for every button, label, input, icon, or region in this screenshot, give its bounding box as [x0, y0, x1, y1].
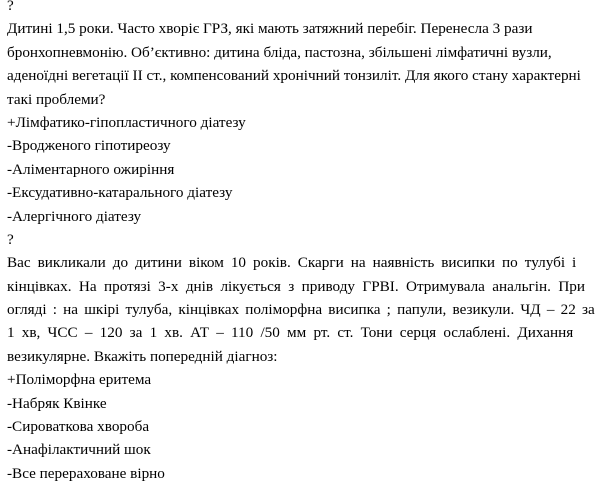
question-text-line: Вас викликали до дитини віком 10 років. Скарги на наявність висипки по тулубі і — [7, 254, 577, 272]
question-text-line: такі проблеми? — [7, 90, 106, 108]
question-marker: ? — [7, 230, 14, 248]
answer-option: -Анафілактичний шок — [7, 441, 151, 459]
answer-option-correct: +Лімфатико-гіпопластичного діатезу — [7, 113, 246, 131]
answer-option: -Набряк Квінке — [7, 394, 107, 412]
question-text-line: огляді : на шкірі тулуба, кінцівках поліморфна висипка ; папули, везикули. ЧД – 22 за — [7, 301, 595, 319]
answer-option: -Алергічного діатезу — [7, 207, 142, 225]
answer-option: -Ексудативно-катарального діатезу — [7, 184, 233, 202]
answer-option: -Сироваткова хвороба — [7, 418, 150, 436]
answer-option-correct: +Поліморфна еритема — [7, 371, 152, 389]
question-marker: ? — [7, 0, 14, 14]
question-text-line: аденоїдні вегетації ІІ ст., компенсований хронічний тонзиліт. Для якого стану характерні — [7, 67, 581, 85]
question-text-line: везикулярне. Вкажіть попередній діагноз: — [7, 347, 278, 365]
answer-option: -Вродженого гіпотиреозу — [7, 137, 171, 155]
question-text-line: бронхопневмонію. Об’єктивно: дитина бліда, пастозна, збільшені лімфатичні вузли, — [7, 43, 552, 61]
question-text-line: Дитині 1,5 роки. Часто хворіє ГРЗ, які мають затяжний перебіг. Перенесла 3 рази — [7, 20, 533, 38]
answer-option: -Все перераховане вірно — [7, 464, 165, 482]
question-text-line: 1 хв, ЧСС – 120 за 1 хв. АТ – 110 /50 мм рт. ст. Тони серця ослаблені. Дихання — [7, 324, 574, 342]
answer-option: -Аліментарного ожиріння — [7, 160, 175, 178]
question-text-line: кінцівках. На протязі 3-х днів лікується з приводу ГРВІ. Отримувала анальгін. При — [7, 277, 586, 295]
